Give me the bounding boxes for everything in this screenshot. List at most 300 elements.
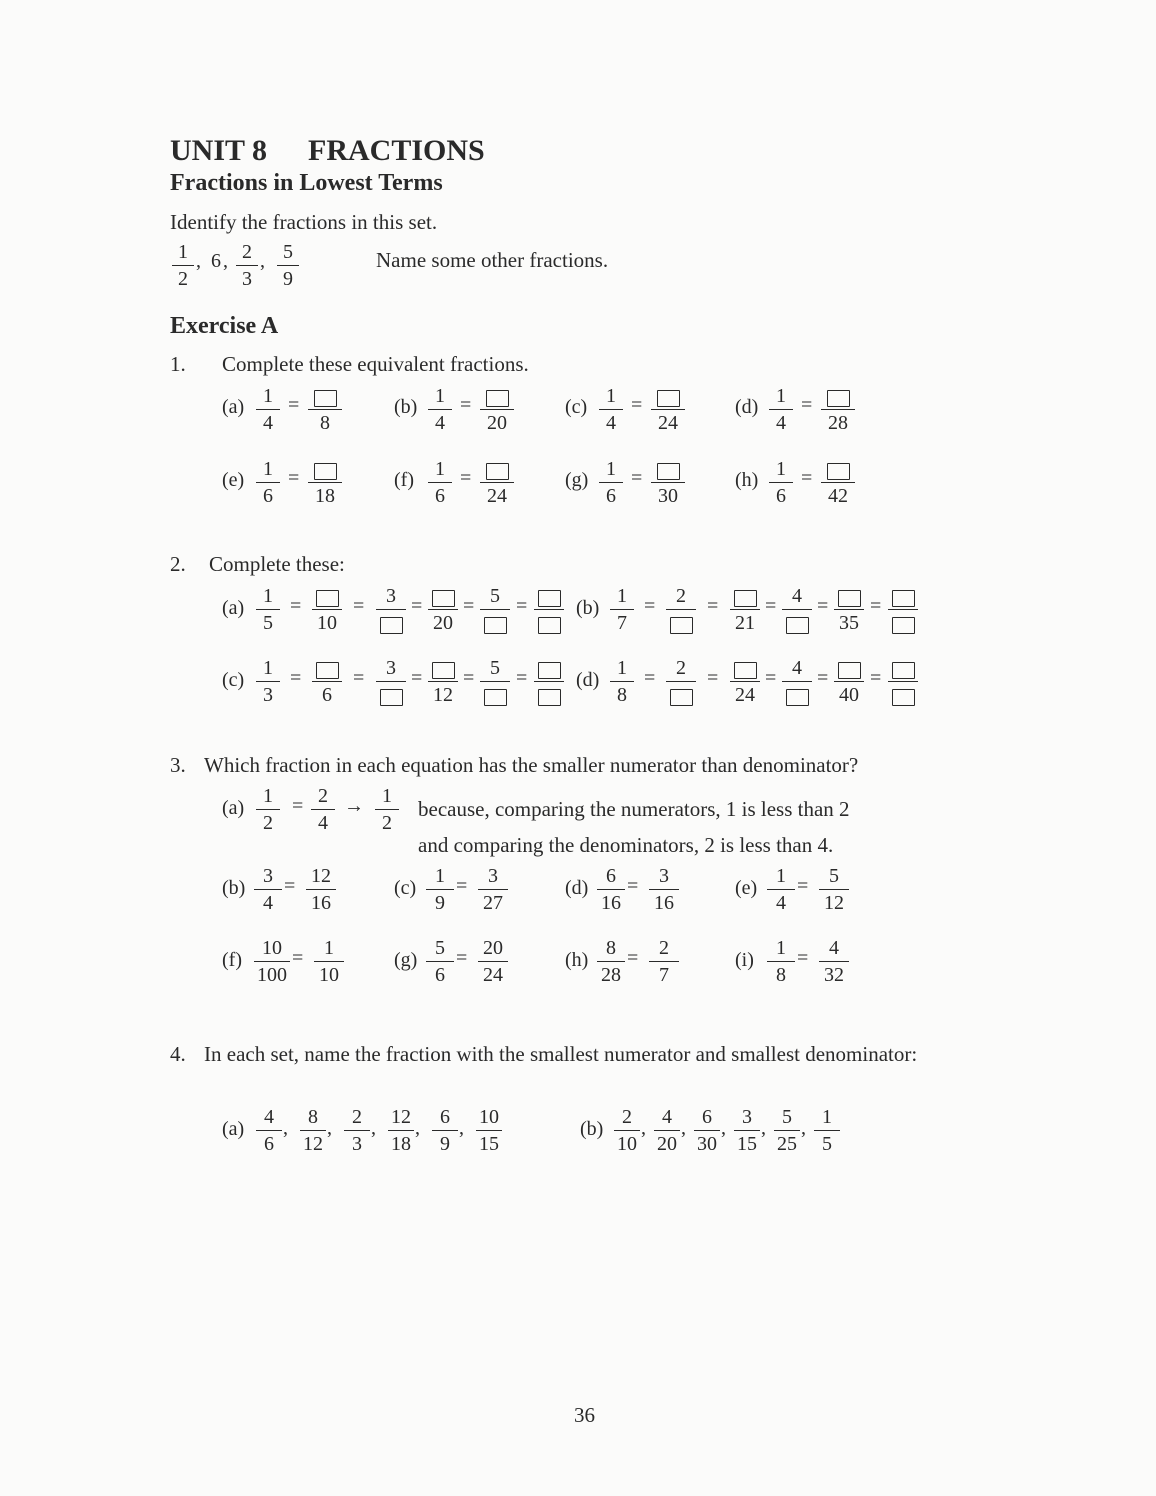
item-label: (h) bbox=[735, 469, 759, 491]
numerator: 5 bbox=[490, 657, 500, 679]
numerator-blank bbox=[432, 656, 455, 680]
denominator: 16 bbox=[654, 892, 674, 914]
numerator: 5 bbox=[829, 865, 839, 887]
fraction bbox=[654, 1105, 680, 1156]
denominator-blank bbox=[786, 611, 809, 635]
answer-box[interactable] bbox=[432, 590, 455, 607]
comma: , bbox=[681, 1117, 686, 1139]
numerator: 3 bbox=[488, 865, 498, 887]
numerator: 10 bbox=[262, 937, 282, 959]
fraction-bar bbox=[308, 409, 342, 410]
fraction bbox=[426, 864, 454, 915]
fraction-bar bbox=[599, 409, 623, 410]
item-label: (g) bbox=[394, 949, 418, 971]
fraction-bar bbox=[649, 889, 679, 890]
answer-box[interactable] bbox=[486, 390, 509, 407]
equals-sign: = bbox=[411, 595, 423, 617]
fraction-bar bbox=[256, 681, 280, 682]
fraction-bar bbox=[730, 609, 760, 610]
answer-box[interactable] bbox=[538, 662, 561, 679]
equals-sign: = bbox=[627, 875, 639, 897]
numerator: 5 bbox=[435, 937, 445, 959]
answer-box[interactable] bbox=[380, 617, 403, 634]
answer-box[interactable] bbox=[892, 590, 915, 607]
equals-sign: = bbox=[460, 394, 472, 416]
item-label: (a) bbox=[222, 597, 245, 619]
answer-box[interactable] bbox=[827, 463, 850, 480]
fraction-bar bbox=[312, 609, 342, 610]
fraction-bar bbox=[480, 482, 514, 483]
equals-sign: = bbox=[411, 667, 423, 689]
fraction-bar bbox=[782, 609, 812, 610]
denominator: 8 bbox=[617, 684, 627, 706]
numerator: 1 bbox=[617, 657, 627, 679]
equals-sign: = bbox=[290, 667, 302, 689]
fraction bbox=[478, 936, 508, 987]
fraction-bar bbox=[254, 889, 282, 890]
numerator: 3 bbox=[742, 1106, 752, 1128]
q3-prompt: Which fraction in each equation has the smaller numerator than denominator? bbox=[204, 753, 859, 777]
numerator: 1 bbox=[263, 657, 273, 679]
fraction bbox=[819, 864, 849, 915]
denominator: 24 bbox=[487, 485, 507, 507]
fraction-bar bbox=[254, 961, 290, 962]
denominator: 6 bbox=[435, 485, 445, 507]
numerator: 8 bbox=[606, 937, 616, 959]
fraction-bar bbox=[428, 681, 458, 682]
fraction bbox=[834, 584, 864, 635]
fraction bbox=[428, 384, 452, 435]
fraction-bar bbox=[172, 265, 194, 266]
denominator: 6 bbox=[435, 964, 445, 986]
arrow-icon: → bbox=[344, 795, 364, 817]
comma: , bbox=[196, 250, 201, 272]
q2-prompt: Complete these: bbox=[209, 552, 345, 576]
equals-sign: = bbox=[516, 667, 528, 689]
fraction bbox=[375, 784, 399, 835]
numerator: 3 bbox=[386, 657, 396, 679]
fraction-bar bbox=[534, 609, 564, 610]
answer-box[interactable] bbox=[486, 463, 509, 480]
answer-box[interactable] bbox=[316, 662, 339, 679]
equals-sign: = bbox=[288, 394, 300, 416]
fraction bbox=[730, 656, 760, 707]
denominator: 10 bbox=[617, 1133, 637, 1155]
fraction bbox=[888, 584, 918, 635]
equals-sign: = bbox=[765, 667, 777, 689]
fraction-bar bbox=[666, 681, 696, 682]
numerator-blank bbox=[657, 457, 680, 481]
fraction bbox=[480, 457, 514, 508]
answer-box[interactable] bbox=[734, 662, 757, 679]
fraction-bar bbox=[614, 1130, 640, 1131]
fraction bbox=[308, 457, 342, 508]
fraction bbox=[597, 936, 625, 987]
comma: , bbox=[761, 1117, 766, 1139]
fraction bbox=[774, 1105, 800, 1156]
item-label: (d) bbox=[565, 877, 589, 899]
fraction bbox=[599, 384, 623, 435]
fraction bbox=[312, 584, 342, 635]
numerator-blank bbox=[657, 384, 680, 408]
fraction bbox=[480, 584, 510, 635]
fraction-bar bbox=[311, 809, 335, 810]
answer-box[interactable] bbox=[484, 689, 507, 706]
numerator-blank bbox=[314, 457, 337, 481]
equals-sign: = bbox=[353, 667, 365, 689]
numerator: 4 bbox=[662, 1106, 672, 1128]
numerator: 2 bbox=[242, 241, 252, 263]
fraction-bar bbox=[478, 961, 508, 962]
fraction-bar bbox=[256, 1130, 282, 1131]
numerator: 10 bbox=[479, 1106, 499, 1128]
equals-sign: = bbox=[456, 947, 468, 969]
denominator-blank bbox=[670, 611, 693, 635]
denominator: 8 bbox=[776, 964, 786, 986]
numerator: 1 bbox=[263, 585, 273, 607]
answer-box[interactable] bbox=[432, 662, 455, 679]
numerator: 1 bbox=[382, 785, 392, 807]
answer-box[interactable] bbox=[657, 390, 680, 407]
fraction bbox=[649, 936, 679, 987]
page-number: 36 bbox=[574, 1403, 595, 1427]
numerator: 1 bbox=[776, 865, 786, 887]
numerator: 1 bbox=[263, 458, 273, 480]
fraction bbox=[312, 656, 342, 707]
answer-box[interactable] bbox=[838, 662, 861, 679]
denominator: 4 bbox=[776, 892, 786, 914]
fraction bbox=[256, 784, 280, 835]
comma: , bbox=[801, 1117, 806, 1139]
denominator: 4 bbox=[776, 412, 786, 434]
fraction-bar bbox=[428, 482, 452, 483]
denominator-blank bbox=[380, 611, 403, 635]
numerator: 5 bbox=[283, 241, 293, 263]
denominator: 28 bbox=[601, 964, 621, 986]
denominator: 5 bbox=[822, 1133, 832, 1155]
fraction-bar bbox=[819, 961, 849, 962]
fraction bbox=[428, 584, 458, 635]
fraction-bar bbox=[666, 609, 696, 610]
fraction bbox=[821, 457, 855, 508]
answer-box[interactable] bbox=[538, 590, 561, 607]
denominator-blank bbox=[484, 611, 507, 635]
answer-box[interactable] bbox=[538, 689, 561, 706]
fraction-bar bbox=[651, 482, 685, 483]
denominator: 18 bbox=[391, 1133, 411, 1155]
numerator-blank bbox=[316, 656, 339, 680]
fraction-bar bbox=[312, 681, 342, 682]
fraction bbox=[254, 864, 282, 915]
intro-note: Name some other fractions. bbox=[376, 248, 609, 272]
numerator: 2 bbox=[352, 1106, 362, 1128]
fraction-bar bbox=[428, 609, 458, 610]
equals-sign: = bbox=[292, 795, 304, 817]
denominator-blank bbox=[670, 683, 693, 707]
item-label: (c) bbox=[565, 396, 588, 418]
numerator-blank bbox=[538, 656, 561, 680]
answer-box[interactable] bbox=[734, 590, 757, 607]
fraction-bar bbox=[597, 889, 625, 890]
numerator: 2 bbox=[659, 937, 669, 959]
denominator: 16 bbox=[601, 892, 621, 914]
fraction bbox=[172, 240, 194, 291]
fraction-bar bbox=[769, 409, 793, 410]
item-label: (b) bbox=[580, 1118, 604, 1140]
numerator: 2 bbox=[622, 1106, 632, 1128]
fraction-bar bbox=[256, 809, 280, 810]
fraction bbox=[614, 1105, 640, 1156]
denominator: 27 bbox=[483, 892, 503, 914]
numerator-blank bbox=[538, 584, 561, 608]
answer-box[interactable] bbox=[314, 390, 337, 407]
equals-sign: = bbox=[460, 467, 472, 489]
fraction bbox=[256, 384, 280, 435]
fraction-bar bbox=[478, 889, 508, 890]
denominator: 20 bbox=[657, 1133, 677, 1155]
fraction bbox=[782, 656, 812, 707]
equals-sign: = bbox=[801, 467, 813, 489]
denominator-blank bbox=[538, 683, 561, 707]
comma: , bbox=[721, 1117, 726, 1139]
fraction bbox=[344, 1105, 370, 1156]
fraction bbox=[610, 584, 634, 635]
numerator-blank bbox=[734, 656, 757, 680]
fraction bbox=[769, 384, 793, 435]
denominator-blank bbox=[380, 683, 403, 707]
item-label: (c) bbox=[222, 669, 245, 691]
fraction bbox=[311, 784, 335, 835]
numerator-blank bbox=[432, 584, 455, 608]
denominator: 5 bbox=[263, 612, 273, 634]
fraction bbox=[428, 656, 458, 707]
denominator-blank bbox=[484, 683, 507, 707]
equals-sign: = bbox=[797, 947, 809, 969]
fraction-bar bbox=[834, 681, 864, 682]
fraction-bar bbox=[426, 961, 454, 962]
q3-example-line1: because, comparing the numerators, 1 is less than 2 bbox=[418, 797, 850, 821]
fraction-bar bbox=[256, 609, 280, 610]
denominator: 7 bbox=[617, 612, 627, 634]
denominator: 42 bbox=[828, 485, 848, 507]
denominator: 12 bbox=[433, 684, 453, 706]
unit-title: UNIT 8 bbox=[170, 134, 267, 167]
denominator: 2 bbox=[382, 812, 392, 834]
numerator: 12 bbox=[391, 1106, 411, 1128]
answer-box[interactable] bbox=[657, 463, 680, 480]
denominator: 7 bbox=[659, 964, 669, 986]
fraction bbox=[651, 457, 685, 508]
answer-box[interactable] bbox=[786, 689, 809, 706]
denominator: 9 bbox=[440, 1133, 450, 1155]
equals-sign: = bbox=[516, 595, 528, 617]
fraction-bar bbox=[388, 1130, 414, 1131]
comma: , bbox=[260, 250, 265, 272]
fraction-bar bbox=[774, 1130, 800, 1131]
numerator: 1 bbox=[617, 585, 627, 607]
denominator: 20 bbox=[487, 412, 507, 434]
item-label: (a) bbox=[222, 797, 245, 819]
fraction bbox=[480, 384, 514, 435]
fraction bbox=[300, 1105, 326, 1156]
fraction bbox=[480, 656, 510, 707]
denominator: 28 bbox=[828, 412, 848, 434]
answer-box[interactable] bbox=[670, 617, 693, 634]
numerator: 20 bbox=[483, 937, 503, 959]
fraction bbox=[814, 1105, 840, 1156]
fraction-bar bbox=[734, 1130, 760, 1131]
item-label: (i) bbox=[735, 949, 754, 971]
fraction bbox=[734, 1105, 760, 1156]
fraction bbox=[651, 384, 685, 435]
item-label: (d) bbox=[576, 669, 600, 691]
denominator: 30 bbox=[697, 1133, 717, 1155]
numerator: 1 bbox=[324, 937, 334, 959]
answer-box[interactable] bbox=[538, 617, 561, 634]
fraction bbox=[388, 1105, 414, 1156]
equals-sign: = bbox=[707, 667, 719, 689]
q4-prompt: In each set, name the fraction with the smallest numerator and smallest denominator: bbox=[204, 1042, 918, 1066]
equals-sign: = bbox=[288, 467, 300, 489]
answer-box[interactable] bbox=[380, 689, 403, 706]
numerator-blank bbox=[838, 656, 861, 680]
fraction-bar bbox=[236, 265, 258, 266]
answer-box[interactable] bbox=[670, 689, 693, 706]
fraction-bar bbox=[426, 889, 454, 890]
denominator: 2 bbox=[263, 812, 273, 834]
fraction bbox=[426, 936, 454, 987]
answer-box[interactable] bbox=[892, 662, 915, 679]
fraction bbox=[819, 936, 849, 987]
numerator: 3 bbox=[386, 585, 396, 607]
denominator: 21 bbox=[735, 612, 755, 634]
denominator-blank bbox=[786, 683, 809, 707]
fraction bbox=[694, 1105, 720, 1156]
denominator: 6 bbox=[606, 485, 616, 507]
denominator: 24 bbox=[735, 684, 755, 706]
denominator: 30 bbox=[658, 485, 678, 507]
comma: , bbox=[371, 1117, 376, 1139]
numerator: 4 bbox=[829, 937, 839, 959]
answer-box[interactable] bbox=[316, 590, 339, 607]
denominator-blank bbox=[538, 611, 561, 635]
denominator: 25 bbox=[777, 1133, 797, 1155]
numerator: 6 bbox=[440, 1106, 450, 1128]
fraction-bar bbox=[376, 609, 406, 610]
numerator: 1 bbox=[435, 865, 445, 887]
fraction-bar bbox=[649, 961, 679, 962]
fraction bbox=[376, 584, 406, 635]
denominator: 24 bbox=[483, 964, 503, 986]
fraction-bar bbox=[432, 1130, 458, 1131]
item-label: (c) bbox=[394, 877, 417, 899]
answer-box[interactable] bbox=[484, 617, 507, 634]
q4-number: 4. bbox=[170, 1042, 186, 1066]
fraction bbox=[599, 457, 623, 508]
comma: , bbox=[415, 1117, 420, 1139]
fraction bbox=[256, 457, 280, 508]
fraction-bar bbox=[344, 1130, 370, 1131]
equals-sign: = bbox=[292, 947, 304, 969]
fraction bbox=[308, 384, 342, 435]
fraction-bar bbox=[277, 265, 299, 266]
numerator: 8 bbox=[308, 1106, 318, 1128]
equals-sign: = bbox=[817, 595, 829, 617]
answer-box[interactable] bbox=[892, 617, 915, 634]
equals-sign: = bbox=[797, 875, 809, 897]
denominator: 15 bbox=[737, 1133, 757, 1155]
equals-sign: = bbox=[631, 467, 643, 489]
denominator: 12 bbox=[303, 1133, 323, 1155]
fraction-bar bbox=[256, 482, 280, 483]
comma: , bbox=[641, 1117, 646, 1139]
numerator: 1 bbox=[776, 385, 786, 407]
equals-sign: = bbox=[631, 394, 643, 416]
fraction-bar bbox=[888, 681, 918, 682]
numerator-blank bbox=[486, 384, 509, 408]
denominator: 40 bbox=[839, 684, 859, 706]
equals-sign: = bbox=[644, 595, 656, 617]
whole-number: 6 bbox=[211, 250, 221, 272]
numerator: 12 bbox=[311, 865, 331, 887]
numerator: 5 bbox=[782, 1106, 792, 1128]
denominator: 6 bbox=[322, 684, 332, 706]
answer-box[interactable] bbox=[827, 390, 850, 407]
fraction bbox=[478, 864, 508, 915]
comma: , bbox=[283, 1117, 288, 1139]
denominator: 6 bbox=[264, 1133, 274, 1155]
denominator: 9 bbox=[283, 268, 293, 290]
fraction-bar bbox=[599, 482, 623, 483]
fraction-bar bbox=[654, 1130, 680, 1131]
fraction bbox=[649, 864, 679, 915]
fraction-bar bbox=[767, 889, 795, 890]
denominator-blank bbox=[892, 683, 915, 707]
fraction bbox=[236, 240, 258, 291]
numerator-blank bbox=[838, 584, 861, 608]
answer-box[interactable] bbox=[892, 689, 915, 706]
answer-box[interactable] bbox=[838, 590, 861, 607]
numerator: 2 bbox=[676, 657, 686, 679]
q1-prompt: Complete these equivalent fractions. bbox=[222, 352, 529, 376]
comma: , bbox=[223, 250, 228, 272]
fraction-bar bbox=[610, 609, 634, 610]
equals-sign: = bbox=[644, 667, 656, 689]
comma: , bbox=[459, 1117, 464, 1139]
denominator: 10 bbox=[319, 964, 339, 986]
exercise-title: Exercise A bbox=[170, 313, 279, 339]
answer-box[interactable] bbox=[314, 463, 337, 480]
numerator: 5 bbox=[490, 585, 500, 607]
fraction bbox=[306, 864, 336, 915]
denominator-blank bbox=[892, 611, 915, 635]
numerator: 4 bbox=[792, 657, 802, 679]
denominator: 32 bbox=[824, 964, 844, 986]
equals-sign: = bbox=[353, 595, 365, 617]
fraction-bar bbox=[306, 889, 336, 890]
equals-sign: = bbox=[870, 667, 882, 689]
equals-sign: = bbox=[801, 394, 813, 416]
answer-box[interactable] bbox=[786, 617, 809, 634]
equals-sign: = bbox=[870, 595, 882, 617]
numerator: 2 bbox=[676, 585, 686, 607]
fraction-bar bbox=[610, 681, 634, 682]
item-label: (g) bbox=[565, 469, 589, 491]
numerator-blank bbox=[892, 584, 915, 608]
fraction bbox=[314, 936, 344, 987]
numerator-blank bbox=[486, 457, 509, 481]
fraction bbox=[767, 864, 795, 915]
